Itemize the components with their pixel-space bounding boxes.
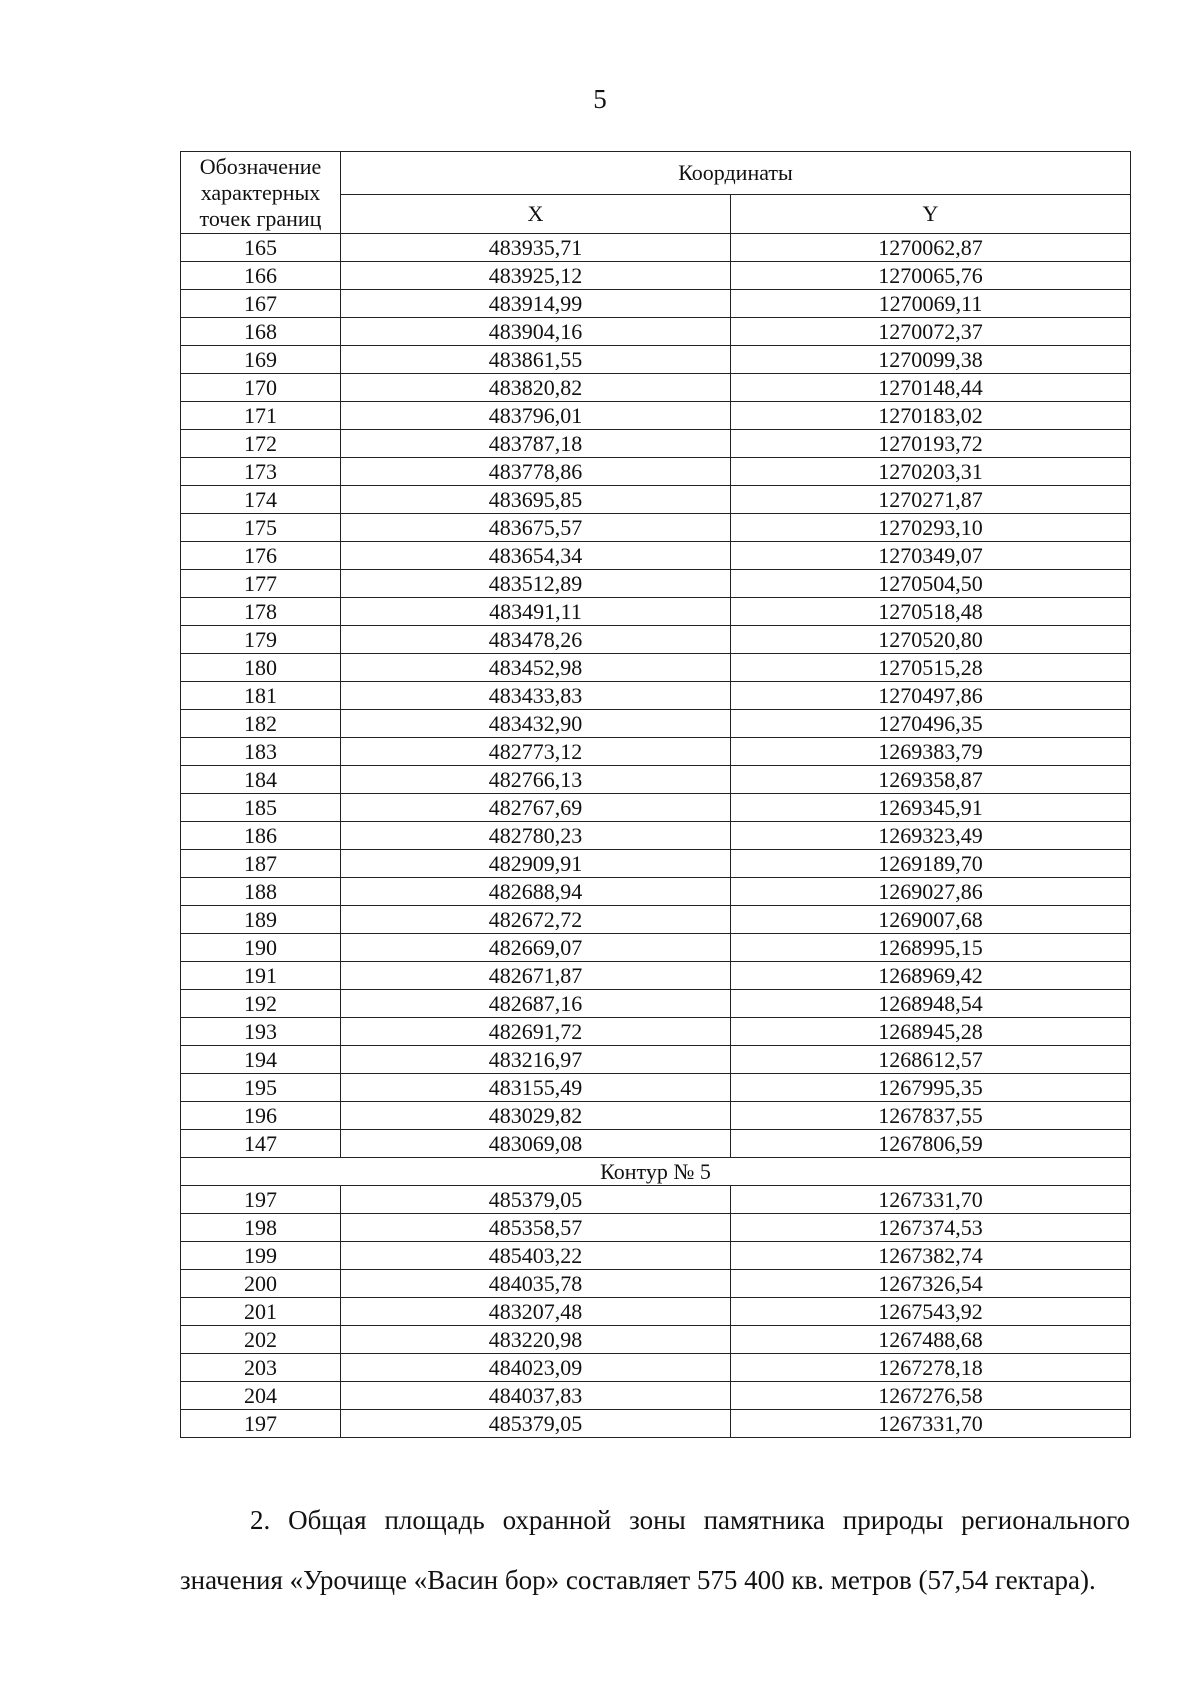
y-cell: 1270271,87	[731, 486, 1131, 514]
point-cell: 198	[181, 1214, 341, 1242]
point-cell: 181	[181, 682, 341, 710]
table-row	[181, 626, 1131, 654]
table-row	[181, 990, 1131, 1018]
point-cell: 174	[181, 486, 341, 514]
x-cell: 483029,82	[341, 1102, 731, 1130]
table-row	[181, 598, 1131, 626]
y-cell: 1270183,02	[731, 402, 1131, 430]
x-cell: 484035,78	[341, 1270, 731, 1298]
y-cell: 1270518,48	[731, 598, 1131, 626]
contour-label: Контур № 5	[181, 1158, 1131, 1186]
x-cell: 484023,09	[341, 1354, 731, 1382]
table-row	[181, 822, 1131, 850]
point-cell: 186	[181, 822, 341, 850]
header-y: Y	[731, 195, 1131, 234]
table-row	[181, 682, 1131, 710]
point-cell: 203	[181, 1354, 341, 1382]
y-cell: 1270099,38	[731, 346, 1131, 374]
point-cell: 169	[181, 346, 341, 374]
point-cell: 182	[181, 710, 341, 738]
y-cell: 1270062,87	[731, 234, 1131, 262]
y-cell: 1269358,87	[731, 766, 1131, 794]
y-cell: 1270496,35	[731, 710, 1131, 738]
x-cell: 482691,72	[341, 1018, 731, 1046]
y-cell: 1268969,42	[731, 962, 1131, 990]
table-row	[181, 570, 1131, 598]
header-point-designation: Обозначение характерных точек границ	[181, 152, 341, 234]
x-cell: 482688,94	[341, 878, 731, 906]
point-cell: 166	[181, 262, 341, 290]
point-cell: 204	[181, 1382, 341, 1410]
point-cell: 178	[181, 598, 341, 626]
point-cell: 184	[181, 766, 341, 794]
table-row	[181, 1410, 1131, 1438]
table-row	[181, 318, 1131, 346]
x-cell: 485379,05	[341, 1186, 731, 1214]
x-cell: 483069,08	[341, 1130, 731, 1158]
x-cell: 482671,87	[341, 962, 731, 990]
page-number: 5	[593, 84, 607, 114]
table-row	[181, 430, 1131, 458]
table-row	[181, 346, 1131, 374]
point-cell: 176	[181, 542, 341, 570]
point-cell: 191	[181, 962, 341, 990]
table-row	[181, 1102, 1131, 1130]
x-cell: 483778,86	[341, 458, 731, 486]
x-cell: 482909,91	[341, 850, 731, 878]
x-cell: 485379,05	[341, 1410, 731, 1438]
table-row	[181, 1046, 1131, 1074]
x-cell: 483155,49	[341, 1074, 731, 1102]
table-row	[181, 1270, 1131, 1298]
x-cell: 483796,01	[341, 402, 731, 430]
table-row	[181, 234, 1131, 262]
table-row	[181, 710, 1131, 738]
y-cell: 1270497,86	[731, 682, 1131, 710]
y-cell: 1269027,86	[731, 878, 1131, 906]
x-cell: 483478,26	[341, 626, 731, 654]
y-cell: 1269189,70	[731, 850, 1131, 878]
y-cell: 1268612,57	[731, 1046, 1131, 1074]
y-cell: 1267543,92	[731, 1298, 1131, 1326]
table-row	[181, 738, 1131, 766]
y-cell: 1269383,79	[731, 738, 1131, 766]
y-cell: 1267837,55	[731, 1102, 1131, 1130]
point-cell: 185	[181, 794, 341, 822]
table-row	[181, 290, 1131, 318]
y-cell: 1267374,53	[731, 1214, 1131, 1242]
x-cell: 483433,83	[341, 682, 731, 710]
table-row	[181, 1214, 1131, 1242]
y-cell: 1269007,68	[731, 906, 1131, 934]
coordinates-table	[180, 151, 1131, 1438]
header-coordinates: Координаты	[341, 152, 1131, 195]
point-cell: 171	[181, 402, 341, 430]
point-cell: 192	[181, 990, 341, 1018]
point-cell: 190	[181, 934, 341, 962]
x-cell: 482780,23	[341, 822, 731, 850]
y-cell: 1270515,28	[731, 654, 1131, 682]
point-cell: 187	[181, 850, 341, 878]
x-cell: 483914,99	[341, 290, 731, 318]
y-cell: 1268945,28	[731, 1018, 1131, 1046]
x-cell: 483935,71	[341, 234, 731, 262]
table-row	[181, 542, 1131, 570]
x-cell: 485358,57	[341, 1214, 731, 1242]
y-cell: 1267326,54	[731, 1270, 1131, 1298]
y-cell: 1267331,70	[731, 1410, 1131, 1438]
point-cell: 179	[181, 626, 341, 654]
table-row	[181, 1130, 1131, 1158]
table-row	[181, 1018, 1131, 1046]
point-cell: 183	[181, 738, 341, 766]
y-cell: 1268995,15	[731, 934, 1131, 962]
point-cell: 165	[181, 234, 341, 262]
y-cell: 1270293,10	[731, 514, 1131, 542]
y-cell: 1268948,54	[731, 990, 1131, 1018]
x-cell: 483512,89	[341, 570, 731, 598]
point-cell: 189	[181, 906, 341, 934]
contour-header-row	[181, 1158, 1131, 1186]
table-row	[181, 962, 1131, 990]
table-row	[181, 906, 1131, 934]
x-cell: 483904,16	[341, 318, 731, 346]
point-cell: 167	[181, 290, 341, 318]
table-row	[181, 850, 1131, 878]
point-cell: 168	[181, 318, 341, 346]
point-cell: 193	[181, 1018, 341, 1046]
point-cell: 197	[181, 1186, 341, 1214]
y-cell: 1270193,72	[731, 430, 1131, 458]
x-cell: 482766,13	[341, 766, 731, 794]
table-row	[181, 402, 1131, 430]
table-row	[181, 514, 1131, 542]
x-cell: 482767,69	[341, 794, 731, 822]
x-cell: 483925,12	[341, 262, 731, 290]
x-cell: 483207,48	[341, 1298, 731, 1326]
x-cell: 483861,55	[341, 346, 731, 374]
area-paragraph	[180, 1490, 1130, 1610]
point-cell: 200	[181, 1270, 341, 1298]
table-row	[181, 1186, 1131, 1214]
table-row	[181, 1298, 1131, 1326]
point-cell: 197	[181, 1410, 341, 1438]
y-cell: 1270148,44	[731, 374, 1131, 402]
paragraph-line-1: 2. Общая площадь охранной зоны памятника природы регионального	[250, 1505, 1130, 1535]
y-cell: 1267276,58	[731, 1382, 1131, 1410]
x-cell: 482687,16	[341, 990, 731, 1018]
y-cell: 1267278,18	[731, 1354, 1131, 1382]
y-cell: 1270203,31	[731, 458, 1131, 486]
table-row	[181, 1382, 1131, 1410]
table-row	[181, 1242, 1131, 1270]
table-body-contour-5	[181, 1186, 1131, 1438]
header-x: X	[341, 195, 731, 234]
point-cell: 195	[181, 1074, 341, 1102]
x-cell: 483820,82	[341, 374, 731, 402]
y-cell: 1267488,68	[731, 1326, 1131, 1354]
y-cell: 1270504,50	[731, 570, 1131, 598]
x-cell: 483491,11	[341, 598, 731, 626]
paragraph-line-2: значения «Урочище «Васин бор» составляет 575 400 кв. метров (57,54 гектара).	[180, 1565, 1096, 1595]
point-cell: 175	[181, 514, 341, 542]
x-cell: 483452,98	[341, 654, 731, 682]
y-cell: 1267331,70	[731, 1186, 1131, 1214]
y-cell: 1270072,37	[731, 318, 1131, 346]
table-row	[181, 1074, 1131, 1102]
table-row	[181, 1354, 1131, 1382]
table-row	[181, 374, 1131, 402]
table-row	[181, 766, 1131, 794]
point-cell: 172	[181, 430, 341, 458]
x-cell: 484037,83	[341, 1382, 731, 1410]
point-cell: 170	[181, 374, 341, 402]
x-cell: 485403,22	[341, 1242, 731, 1270]
table-row	[181, 486, 1131, 514]
point-cell: 201	[181, 1298, 341, 1326]
point-cell: 199	[181, 1242, 341, 1270]
x-cell: 482669,07	[341, 934, 731, 962]
table-row	[181, 794, 1131, 822]
x-cell: 483654,34	[341, 542, 731, 570]
x-cell: 482672,72	[341, 906, 731, 934]
point-cell: 202	[181, 1326, 341, 1354]
y-cell: 1270065,76	[731, 262, 1131, 290]
table-row	[181, 262, 1131, 290]
x-cell: 482773,12	[341, 738, 731, 766]
x-cell: 483216,97	[341, 1046, 731, 1074]
x-cell: 483787,18	[341, 430, 731, 458]
point-cell: 177	[181, 570, 341, 598]
y-cell: 1267995,35	[731, 1074, 1131, 1102]
y-cell: 1267382,74	[731, 1242, 1131, 1270]
y-cell: 1269345,91	[731, 794, 1131, 822]
table-body-contour-main	[181, 234, 1131, 1158]
point-cell: 194	[181, 1046, 341, 1074]
y-cell: 1267806,59	[731, 1130, 1131, 1158]
y-cell: 1270349,07	[731, 542, 1131, 570]
table-row	[181, 934, 1131, 962]
x-cell: 483432,90	[341, 710, 731, 738]
point-cell: 147	[181, 1130, 341, 1158]
point-cell: 180	[181, 654, 341, 682]
point-cell: 188	[181, 878, 341, 906]
point-cell: 173	[181, 458, 341, 486]
x-cell: 483675,57	[341, 514, 731, 542]
table-row	[181, 1326, 1131, 1354]
x-cell: 483695,85	[341, 486, 731, 514]
point-cell: 196	[181, 1102, 341, 1130]
x-cell: 483220,98	[341, 1326, 731, 1354]
y-cell: 1270069,11	[731, 290, 1131, 318]
table-row	[181, 458, 1131, 486]
y-cell: 1269323,49	[731, 822, 1131, 850]
y-cell: 1270520,80	[731, 626, 1131, 654]
table-row	[181, 654, 1131, 682]
table-row	[181, 878, 1131, 906]
